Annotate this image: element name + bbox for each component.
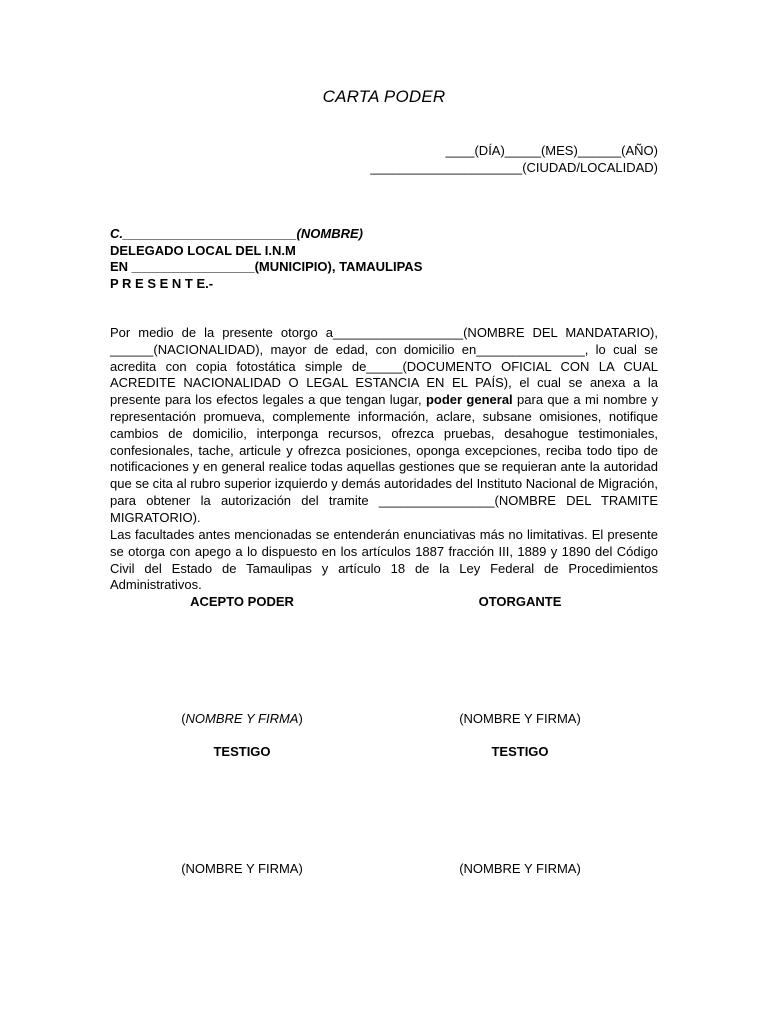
addressee-municipality: EN _________________(MUNICIPIO), TAMAULIPAS bbox=[110, 259, 423, 274]
otorgante-name-signature: (NOMBRE Y FIRMA) bbox=[459, 711, 581, 726]
testigo-left-label: TESTIGO bbox=[213, 744, 271, 759]
document-title: CARTA PODER bbox=[322, 87, 446, 106]
date-place-block bbox=[370, 142, 658, 176]
place-line: _____________________(CIUDAD/LOCALIDAD) bbox=[370, 160, 658, 175]
addressee-position: DELEGADO LOCAL DEL I.N.M bbox=[110, 242, 296, 258]
paragraph1-part1: Por medio de la presente otorgo a__________________(NOMBRE DEL MANDATARIO), ______(NACIONALIDAD), mayor de edad, con domicilio en_______________, lo cual se acredita con copia fotostática simple de_____(DOCUMENTO OFICIAL CON LA CUAL ACREDITE NACIONALIDAD O LEGAL ESTANCIA EN EL PAÍS), el cual se anexa a la presente para los efectos legales a que tengan lugar, bbox=[110, 325, 658, 408]
acepto-poder-label: ACEPTO PODER bbox=[190, 594, 294, 609]
date-line: ____(DÍA)_____(MES)______(AÑO) bbox=[445, 143, 658, 158]
paragraph-legal-basis: Las facultades antes mencionadas se entenderán enunciativas más no limitativas. El presente se otorga con apego a lo dispuesto en los artículos 1887 fracción III, 1889 y 1890 del Código Civil del Estado de Tamaulipas y artículo 18 de la Ley Federal de Procedimientos Administrativos. bbox=[110, 527, 658, 593]
addressee-name-label: (NOMBRE) bbox=[296, 226, 363, 241]
nombre-firma-italic: NOMBRE Y FIRMA bbox=[185, 711, 299, 726]
acepto-poder-name-signature bbox=[122, 711, 362, 726]
addressee-name-line bbox=[110, 226, 422, 243]
paren-close: ) bbox=[298, 711, 303, 726]
otorgante-label: OTORGANTE bbox=[478, 594, 562, 609]
paragraph1-part2: para que a mi nombre y representación promueva, complemente información, aclare, subsane omisiones, notifique cambios de domicilio, interponga recursos, ofrezca pruebas, desahogue testimoniales, confesionales, tache, articule y ofrezca posiciones, oponga excepciones, reciba todo tipo de notificaciones y en general realice todas aquellas gestiones que se requieran ante la autoridad que se cita al rubro superior izquierdo y demás autoridades del Instituto Nacional de Migración, para obtener la autorización del tramite ________________(NOMBRE DEL TRAMITE MIGRATORIO). bbox=[110, 392, 659, 525]
addressee-presente: P R E S E N T E.- bbox=[110, 275, 214, 291]
paragraph-grant-of-power bbox=[110, 325, 658, 527]
paren-open: ( bbox=[181, 711, 186, 726]
addressee-name-prefix: C.________________________ bbox=[110, 226, 297, 241]
testigo-right-name-signature: (NOMBRE Y FIRMA) bbox=[459, 861, 581, 876]
testigo-left-name-signature: (NOMBRE Y FIRMA) bbox=[181, 861, 303, 876]
poder-general-emphasis: poder general bbox=[425, 392, 513, 408]
addressee-block bbox=[110, 226, 422, 292]
testigo-right-label: TESTIGO bbox=[491, 744, 549, 759]
